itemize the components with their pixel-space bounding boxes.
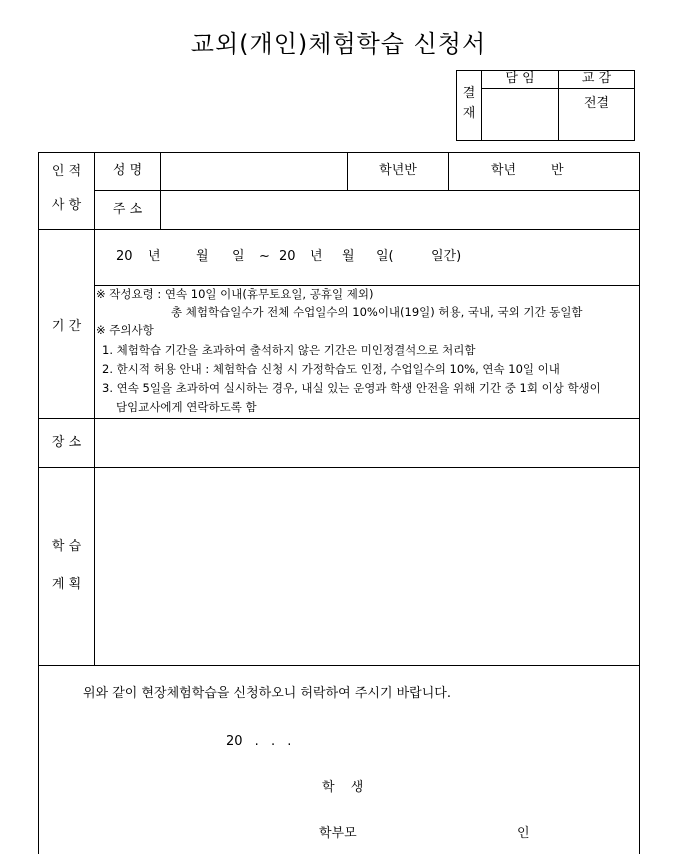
address-field[interactable] <box>163 193 637 227</box>
homeroom-signature-field[interactable] <box>482 89 558 140</box>
end-year-unit: 년 <box>310 249 323 264</box>
approval-vice-principal-value: 전결 <box>583 96 610 111</box>
name-label: 성 명 <box>112 163 143 178</box>
approval-homeroom-header: 담 임 <box>505 71 535 86</box>
plan-section-label-top: 학 습 <box>51 539 82 554</box>
place-section-label: 장 소 <box>51 435 82 450</box>
period-section-label: 기 간 <box>51 319 82 334</box>
application-date[interactable]: 20 . . . <box>226 734 292 749</box>
student-name-field[interactable] <box>380 776 530 798</box>
start-month-unit: 월 <box>196 249 209 264</box>
page-title: 교외(개인)체험학습 신청서 <box>190 30 487 58</box>
end-year-prefix: 20 <box>279 249 296 264</box>
note-line: ※ 작성요령 : 연속 10일 이내(휴무토요일, 공휴일 제외) <box>96 287 374 301</box>
end-month-unit: 월 <box>342 249 355 264</box>
note-line: 1. 체험학습 기간을 초과하여 출석하지 않은 기간은 미인정결석으로 처리함 <box>102 343 476 357</box>
approval-vice-principal-header: 교 감 <box>581 71 612 86</box>
note-line: 총 체험학습일수가 전체 수업일수의 10%이내(19일) 허용, 국내, 국외 기간 동일함 <box>171 305 583 319</box>
student-label: 학 생 <box>322 780 364 795</box>
request-statement: 위와 같이 현장체험학습을 신청하오니 허락하여 주시기 바랍니다. <box>83 686 451 701</box>
parent-label: 학부모 <box>319 826 357 841</box>
class-number-field[interactable] <box>522 155 549 188</box>
grade-field[interactable] <box>452 155 488 188</box>
start-year-prefix: 20 <box>116 249 133 264</box>
approval-label-bottom: 재 <box>462 106 476 121</box>
class-suffix: 반 <box>551 163 564 178</box>
note-line: ※ 주의사항 <box>96 323 154 337</box>
period-range-separator: ~ <box>259 249 270 264</box>
approval-label-top: 결 <box>462 86 476 101</box>
parent-name-field[interactable] <box>380 822 510 844</box>
total-days-unit: 일간) <box>431 249 462 264</box>
start-year-unit: 년 <box>148 249 161 264</box>
learning-plan-field[interactable] <box>97 470 637 663</box>
plan-section-label-bottom: 계 획 <box>51 577 82 592</box>
personal-section-label-bottom: 사 항 <box>51 198 82 213</box>
start-day-unit: 일 <box>232 249 245 264</box>
class-label: 학년반 <box>379 163 417 178</box>
grade-suffix: 학년 <box>491 163 517 178</box>
name-field[interactable] <box>163 155 345 188</box>
note-line: 3. 연속 5일을 초과하여 실시하는 경우, 내실 있는 운영과 학생 안전을 위해 기간 중 1회 이상 학생이 <box>102 381 601 395</box>
parent-seal-mark[interactable]: 인 <box>517 826 530 841</box>
note-line: 담임교사에게 연락하도록 함 <box>116 400 257 414</box>
address-label: 주 소 <box>112 202 143 217</box>
personal-section-label-top: 인 적 <box>51 164 82 179</box>
note-line: 2. 한시적 허용 안내 : 체험학습 신청 시 가정학습도 인정, 수업일수의 10%, 연속 10일 이내 <box>102 362 560 376</box>
place-field[interactable] <box>97 421 637 465</box>
end-day-unit: 일( <box>376 249 394 264</box>
